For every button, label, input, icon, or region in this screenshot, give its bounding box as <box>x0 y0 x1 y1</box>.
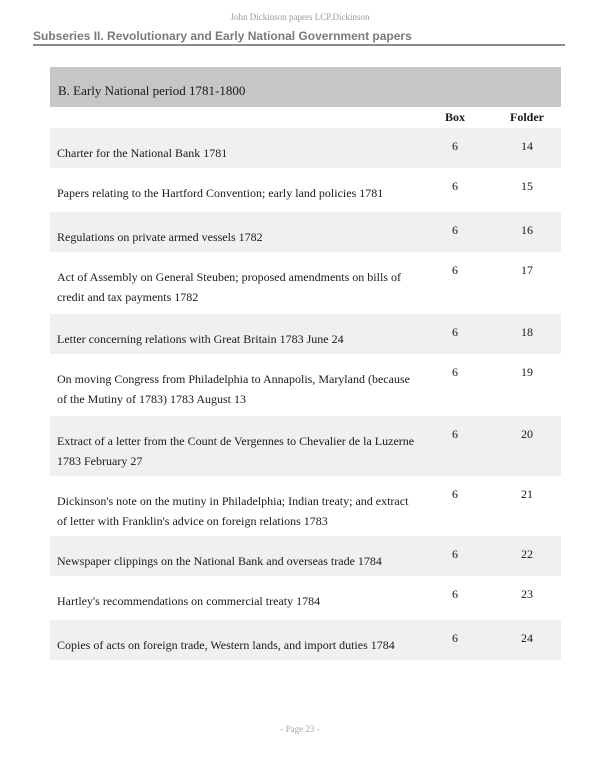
table-row <box>50 476 561 536</box>
row-folder: 14 <box>521 139 533 153</box>
row-folder: 23 <box>521 587 533 601</box>
row-title: Regulations on private armed vessels 1782 <box>57 230 263 244</box>
row-box: 6 <box>452 325 458 339</box>
row-title: Act of Assembly on General Steuben; proposed amendments on bills of credit and tax payments 1782 <box>57 270 401 304</box>
table-row <box>50 314 561 354</box>
table-row <box>50 536 561 576</box>
row-box: 6 <box>452 179 458 193</box>
row-folder: 17 <box>521 263 533 277</box>
table-row <box>50 576 561 620</box>
row-title: Copies of acts on foreign trade, Western lands, and import duties 1784 <box>57 638 395 652</box>
row-box: 6 <box>452 223 458 237</box>
row-box: 6 <box>452 427 458 441</box>
row-title: Newspaper clippings on the National Bank and overseas trade 1784 <box>57 554 382 568</box>
section-heading: B. Early National period 1781-1800 <box>50 67 561 107</box>
column-header-row <box>50 107 561 128</box>
page-number: - Page 23 - <box>280 724 320 734</box>
column-header-folder: Folder <box>510 110 544 124</box>
header-rule <box>33 44 565 46</box>
row-title: Dickinson's note on the mutiny in Philadelphia; Indian treaty; and extract of letter with Franklin's advice on foreign relations 1783 <box>57 494 409 528</box>
row-folder: 21 <box>521 487 533 501</box>
table-row <box>50 416 561 476</box>
row-folder: 20 <box>521 427 533 441</box>
table-row <box>50 168 561 212</box>
row-title: On moving Congress from Philadelphia to Annapolis, Maryland (because of the Mutiny of 1783) 1783 August 13 <box>57 372 410 406</box>
column-header-box: Box <box>444 110 465 124</box>
row-box: 6 <box>452 487 458 501</box>
row-box: 6 <box>452 631 458 645</box>
row-folder: 24 <box>521 631 533 645</box>
row-box: 6 <box>452 547 458 561</box>
row-title: Charter for the National Bank 1781 <box>57 146 228 160</box>
row-title: Extract of a letter from the Count de Vergennes to Chevalier de la Luzerne 1783 February 27 <box>57 434 415 468</box>
subseries-heading: Subseries II. Revolutionary and Early National Government papers <box>33 29 412 43</box>
row-folder: 19 <box>521 365 533 379</box>
row-box: 6 <box>452 139 458 153</box>
row-title: Letter concerning relations with Great Britain 1783 June 24 <box>57 332 344 346</box>
row-box: 6 <box>452 263 458 277</box>
table-row <box>50 128 561 168</box>
row-folder: 15 <box>521 179 533 193</box>
row-title: Papers relating to the Hartford Convention; early land policies 1781 <box>57 186 384 200</box>
row-title: Hartley's recommendations on commercial treaty 1784 <box>57 594 321 608</box>
row-folder: 22 <box>521 547 533 561</box>
table-row <box>50 252 561 314</box>
row-folder: 18 <box>521 325 533 339</box>
running-head: John Dickinson papers LCP.Dickinson <box>230 12 370 22</box>
row-folder: 16 <box>521 223 533 237</box>
table-row <box>50 354 561 416</box>
table-row <box>50 212 561 252</box>
row-box: 6 <box>452 587 458 601</box>
row-box: 6 <box>452 365 458 379</box>
container-list-table <box>50 67 561 660</box>
table-row <box>50 620 561 660</box>
